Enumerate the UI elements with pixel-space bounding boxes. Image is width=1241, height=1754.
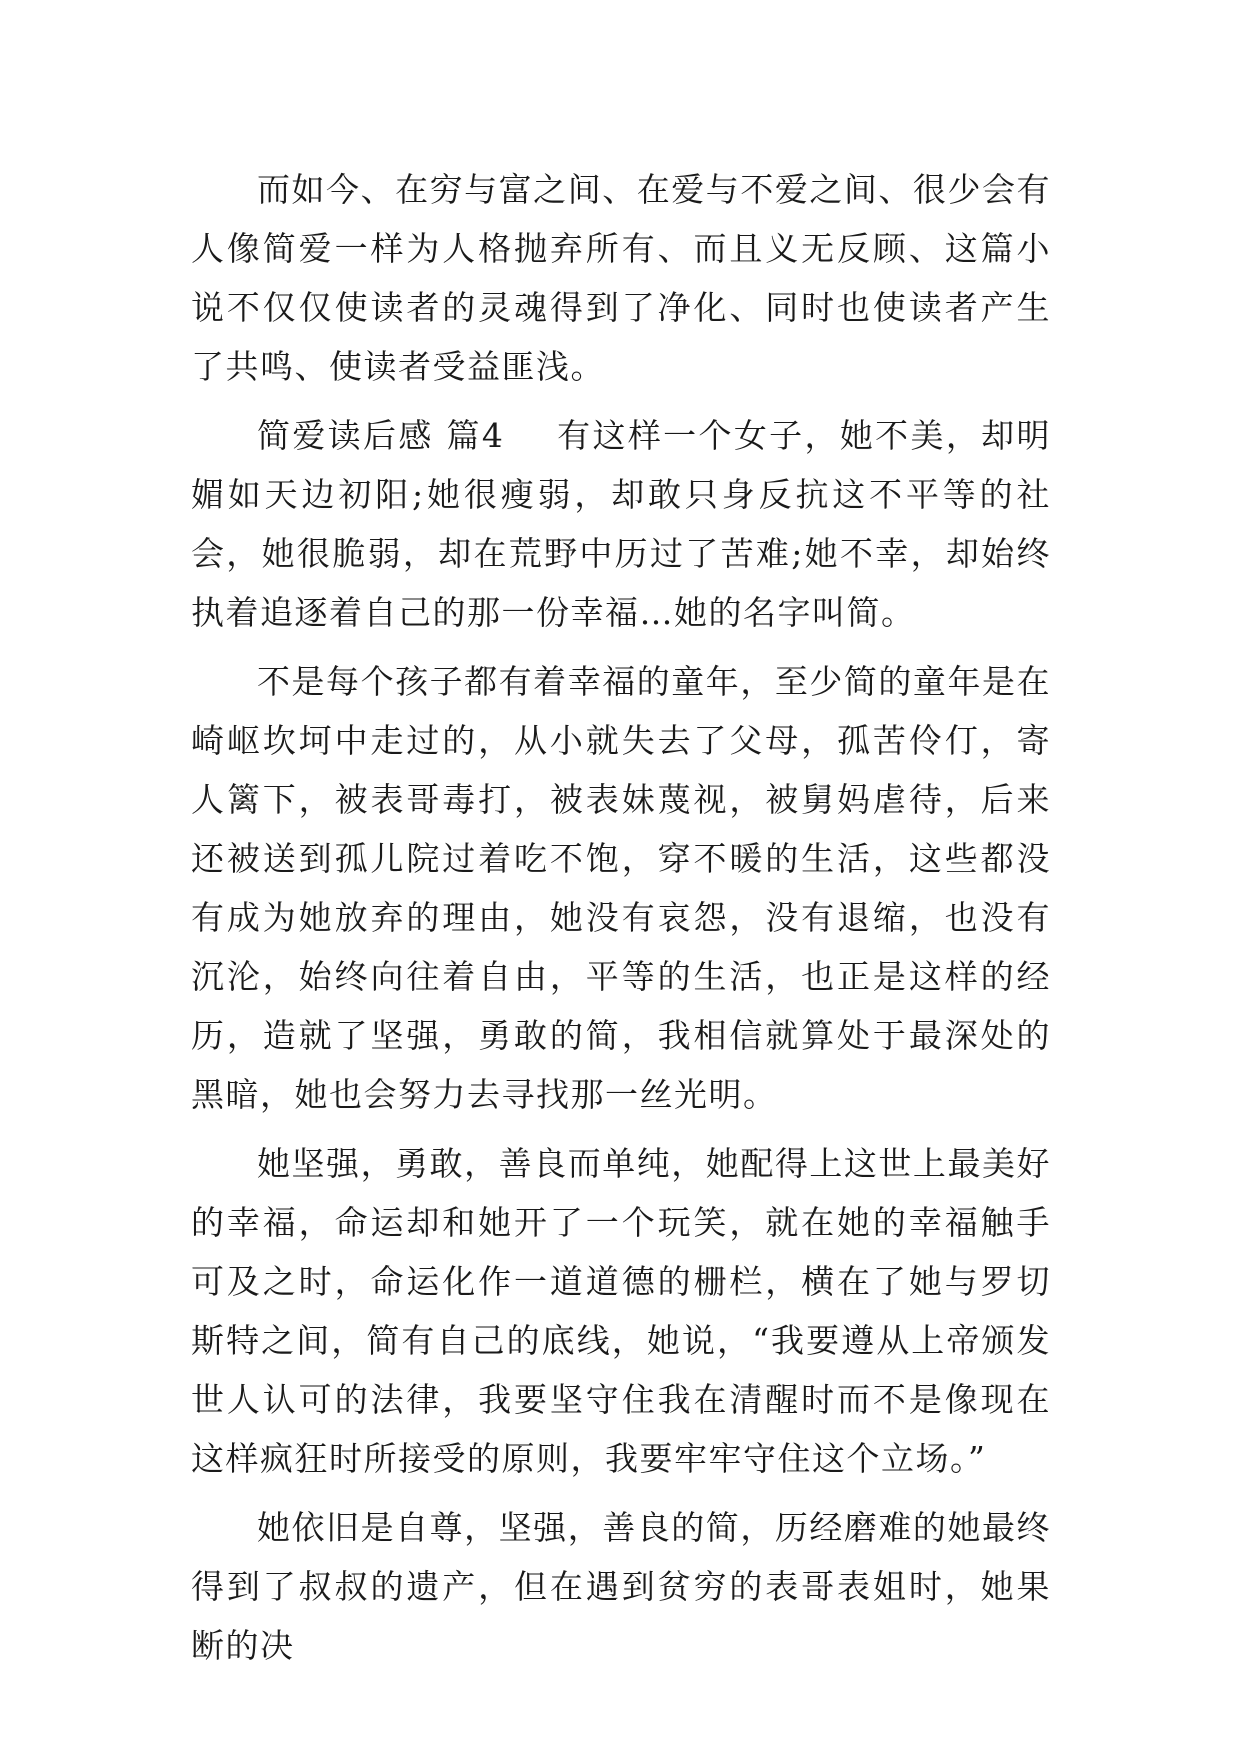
- paragraph-3: 她坚强，勇敢，善良而单纯，她配得上这世上最美好的幸福，命运却和她开了一个玩笑，就在她的幸福触手可及之时，命运化作一道道德的栅栏，横在了她与罗切斯特之间，简有自己的底线，她说，“我要遵从上帝颁发世人认可的法律，我要坚守住我在清醒时而不是像现在这样疯狂时所接受的原则，我要牢牢守住这个立场。”: [191, 1144, 1051, 1478]
- section-title: 简爱读后感 篇4: [257, 416, 505, 455]
- paragraph-4: 她依旧是自尊，坚强，善良的简，历经磨难的她最终得到了叔叔的遗产，但在遇到贫穷的表哥表姐时，她果断的决: [191, 1508, 1051, 1665]
- paragraph-1: 而如今、在穷与富之间、在爱与不爱之间、很少会有人像简爱一样为人格抛弃所有、而且义无反顾、这篇小说不仅仅使读者的灵魂得到了净化、同时也使读者产生了共鸣、使读者受益匪浅。: [191, 170, 1051, 386]
- paragraph-2: 不是每个孩子都有着幸福的童年，至少简的童年是在崎岖坎坷中走过的，从小就失去了父母，孤苦伶仃，寄人篱下，被表哥毒打，被表妹蔑视，被舅妈虐待，后来还被送到孤儿院过着吃不饱，穿不暖的生活，这些都没有成为她放弃的理由，她没有哀怨，没有退缩，也没有沉沦，始终向往着自由，平等的生活，也正是这样的经历，造就了坚强，勇敢的简，我相信就算处于最深处的黑暗，她也会努力去寻找那一丝光明。: [191, 662, 1051, 1114]
- document-body: [191, 160, 1051, 1685]
- section-first-text: 有这样一个女子，她不美，却明媚如天边初阳;她很瘦弱，却敢只身反抗这不平等的社会，她很脆弱，却在荒野中历过了苦难;她不幸，却始终执着追逐着自己的那一份幸福…她的名字叫简。: [191, 416, 1051, 632]
- paragraph-section-4: [191, 406, 1051, 642]
